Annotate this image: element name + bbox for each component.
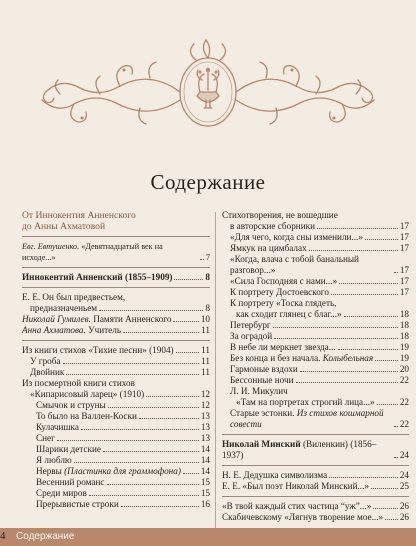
entry-page: 22 xyxy=(399,375,409,385)
toc-entry[interactable] xyxy=(22,356,210,367)
entry-title: Смычок и струны xyxy=(36,400,106,410)
entry-subtitle: Из стихов кошмарной совести xyxy=(230,408,384,429)
entry-author: Николай Гумилев. xyxy=(22,314,91,324)
toc-entry[interactable] xyxy=(22,400,210,411)
entry-title: Прерывистые строки xyxy=(36,499,119,509)
entry-page: 19 xyxy=(399,353,409,363)
toc-entry[interactable] xyxy=(222,364,409,375)
entry-page: 11 xyxy=(201,367,210,377)
divider xyxy=(222,465,409,466)
entry-title: Учитель xyxy=(88,325,122,335)
toc-entry[interactable] xyxy=(222,320,409,331)
entry-title-line2: как сходит глянец с благ...» xyxy=(236,309,342,319)
entry-page: 17 xyxy=(399,287,409,297)
toc-right-column xyxy=(222,210,409,523)
toc-entry[interactable] xyxy=(222,342,409,353)
entry-page: 17 xyxy=(399,221,409,231)
entry-subtitle: Колыбельная xyxy=(322,353,374,363)
entry-title: Я люблю xyxy=(36,455,72,465)
entry-page: 13 xyxy=(200,433,210,443)
entry-page: 15 xyxy=(200,488,210,498)
entry-page: 14 xyxy=(200,444,210,454)
toc-entry[interactable] xyxy=(222,439,409,461)
entry-title: То было на Валлен-Коски xyxy=(36,411,137,421)
entry-title: Скабичевскому «Лягнув творение мое...» xyxy=(222,512,384,522)
toc-entry[interactable] xyxy=(222,501,409,512)
entry-title: У гроба xyxy=(30,356,61,366)
entry-page: 14 xyxy=(200,455,210,465)
entry-author: Анна Ахматова. xyxy=(22,325,86,335)
entry-title: Весенний романс xyxy=(36,477,105,487)
entry-page: 19 xyxy=(399,342,409,352)
toc-entry[interactable] xyxy=(222,331,409,342)
section-title: От Иннокентия Анненского xyxy=(22,210,136,221)
toc-entry[interactable] xyxy=(222,512,409,523)
entry-page: 18 xyxy=(399,309,409,319)
toc-entry[interactable] xyxy=(22,325,210,336)
toc-entry[interactable] xyxy=(222,353,409,364)
divider xyxy=(222,434,409,435)
toc-entry[interactable] xyxy=(22,466,210,477)
column-divider xyxy=(215,212,216,530)
toc-entry[interactable] xyxy=(222,397,409,408)
toc-entry[interactable] xyxy=(22,411,210,422)
entry-page: 17 xyxy=(399,276,409,286)
entry-title: Н. Е. Дедушка символизма xyxy=(222,470,328,480)
entry-title: Кулачишка xyxy=(36,422,79,432)
entry-page: 26 xyxy=(399,512,409,522)
entry-page: 18 xyxy=(399,320,409,330)
entry-page: 22 xyxy=(399,397,409,407)
entry-title: «Девятнадцатый век на исходе...» xyxy=(22,242,163,262)
toc-entry[interactable] xyxy=(22,345,210,356)
entry-page: 11 xyxy=(201,325,210,335)
toc-entry[interactable] xyxy=(222,375,409,386)
toc-entry[interactable] xyxy=(22,499,210,510)
divider xyxy=(22,340,210,341)
entry-title: Шарики детские xyxy=(36,444,101,454)
toc-entry[interactable] xyxy=(222,287,409,298)
toc-entry[interactable] xyxy=(22,378,210,400)
toc-entry[interactable] xyxy=(22,477,210,488)
entry-page: 20 xyxy=(399,364,409,374)
toc-left-column xyxy=(22,210,210,510)
entry-subtitle: (Виленкин) (1856–1937) xyxy=(222,439,377,460)
page-title: Содержание xyxy=(150,170,266,194)
divider xyxy=(22,287,210,288)
toc-entry[interactable] xyxy=(22,292,210,314)
entry-page: 17 xyxy=(399,243,409,253)
entry-title-line2: в авторские сборники xyxy=(230,221,316,231)
toc-entry[interactable] xyxy=(22,422,210,433)
entry-page: 25 xyxy=(399,481,409,491)
toc-entry[interactable] xyxy=(22,433,210,444)
entry-title: Из книги стихов «Тихие песни» (1904) xyxy=(22,345,174,355)
entry-title: «Для чего, когда сны изменили...» xyxy=(230,232,363,242)
toc-entry[interactable] xyxy=(22,444,210,455)
entry-title: «Сила Господняя с нами...» xyxy=(230,276,338,286)
toc-entry[interactable] xyxy=(222,276,409,287)
toc-entry[interactable] xyxy=(22,455,210,466)
entry-page: 12 xyxy=(200,400,210,410)
entry-title: За оградой xyxy=(230,331,273,341)
toc-entry[interactable] xyxy=(222,470,409,481)
entry-page: 13 xyxy=(200,411,210,421)
entry-page: 15 xyxy=(200,477,210,487)
entry-author: Евг. Евтушенко. xyxy=(22,242,80,251)
entry-title: Памяти Анненского xyxy=(93,314,172,324)
entry-page: 8 xyxy=(205,272,210,282)
entry-title: К портрету «Тоска глядеть, xyxy=(230,298,337,308)
footer-band xyxy=(0,528,416,546)
toc-entry[interactable] xyxy=(22,272,210,283)
entry-page: 11 xyxy=(201,345,210,355)
entry-title: В небе ли меркнет звезда... xyxy=(230,342,336,352)
toc-entry[interactable] xyxy=(22,241,210,263)
toc-entry[interactable] xyxy=(22,488,210,499)
entry-page: 26 xyxy=(399,501,409,511)
entry-title: Среди миров xyxy=(36,488,87,498)
toc-entry[interactable] xyxy=(222,232,409,243)
section-title: до Анны Ахматовой xyxy=(22,221,106,232)
divider xyxy=(22,236,210,237)
toc-entry[interactable] xyxy=(222,298,409,320)
entry-page: 16 xyxy=(200,499,210,509)
entry-title: Без конца и без начала. xyxy=(230,353,321,363)
toc-entry-heading: Л. И. Микулич xyxy=(230,386,288,396)
entry-title: Старые эстонки. xyxy=(230,408,295,418)
entry-title: «Когда, влача с тобой банальный разговор...» xyxy=(230,254,359,275)
entry-title: Иннокентий Анненский (1855–1909) xyxy=(22,272,173,282)
entry-page: 7 xyxy=(205,253,210,262)
entry-title: К портрету Достоевского xyxy=(230,287,329,297)
entry-title-line2: предназначеньем xyxy=(30,303,98,313)
entry-page: 13 xyxy=(200,422,210,432)
entry-page: 17 xyxy=(399,265,409,275)
entry-page: 17 xyxy=(399,232,409,242)
entry-subtitle: (Пластинка для граммофона) xyxy=(64,466,181,476)
entry-title: Е. Е. Он был предвестьем, xyxy=(22,292,126,302)
entry-title: Е. Е. «Был поэт Николай Минский...» xyxy=(222,481,369,491)
toc-entry[interactable] xyxy=(222,210,409,232)
decorative-ornament xyxy=(0,0,416,150)
entry-title: Стихотворения, не вошедшие xyxy=(222,210,338,220)
entry-title: Нервы xyxy=(36,466,62,476)
divider xyxy=(22,267,210,268)
entry-title: Снег xyxy=(36,433,55,443)
page-number: 4 xyxy=(0,530,6,542)
entry-title: Гармоные вздохи xyxy=(230,364,298,374)
toc-entry[interactable] xyxy=(222,243,409,254)
entry-page: 8 xyxy=(205,303,210,313)
toc-entry[interactable] xyxy=(22,314,210,325)
toc-entry[interactable] xyxy=(22,367,210,378)
entry-title: Двойник xyxy=(30,367,65,377)
entry-title: «В твой каждый стих частица “уж”...» xyxy=(222,501,372,511)
entry-title-line2: «Кипарисовый ларец» (1910) xyxy=(30,389,145,399)
entry-page: 10 xyxy=(200,314,210,324)
entry-title: Из посмертной книги стихов xyxy=(22,378,135,388)
entry-title: Петербург xyxy=(230,320,271,330)
entry-title: «Там на портретах строгий лица...» xyxy=(236,397,375,407)
entry-page: 24 xyxy=(399,450,409,460)
entry-page: 22 xyxy=(399,419,409,429)
entry-page: 14 xyxy=(200,466,210,476)
entry-title: Бессонные ночи xyxy=(230,375,294,385)
entry-page: 11 xyxy=(201,356,210,366)
entry-title: Ямкук на цимбалах xyxy=(230,243,307,253)
toc-entry[interactable] xyxy=(222,481,409,492)
toc-entry[interactable] xyxy=(222,254,409,276)
entry-title: Николай Минский xyxy=(222,439,301,449)
entry-page: 24 xyxy=(399,470,409,480)
footer-label: Содержание xyxy=(16,531,75,542)
divider xyxy=(222,496,409,497)
entry-page: 12 xyxy=(200,389,210,399)
toc-entry[interactable] xyxy=(222,408,409,430)
entry-page: 18 xyxy=(399,331,409,341)
